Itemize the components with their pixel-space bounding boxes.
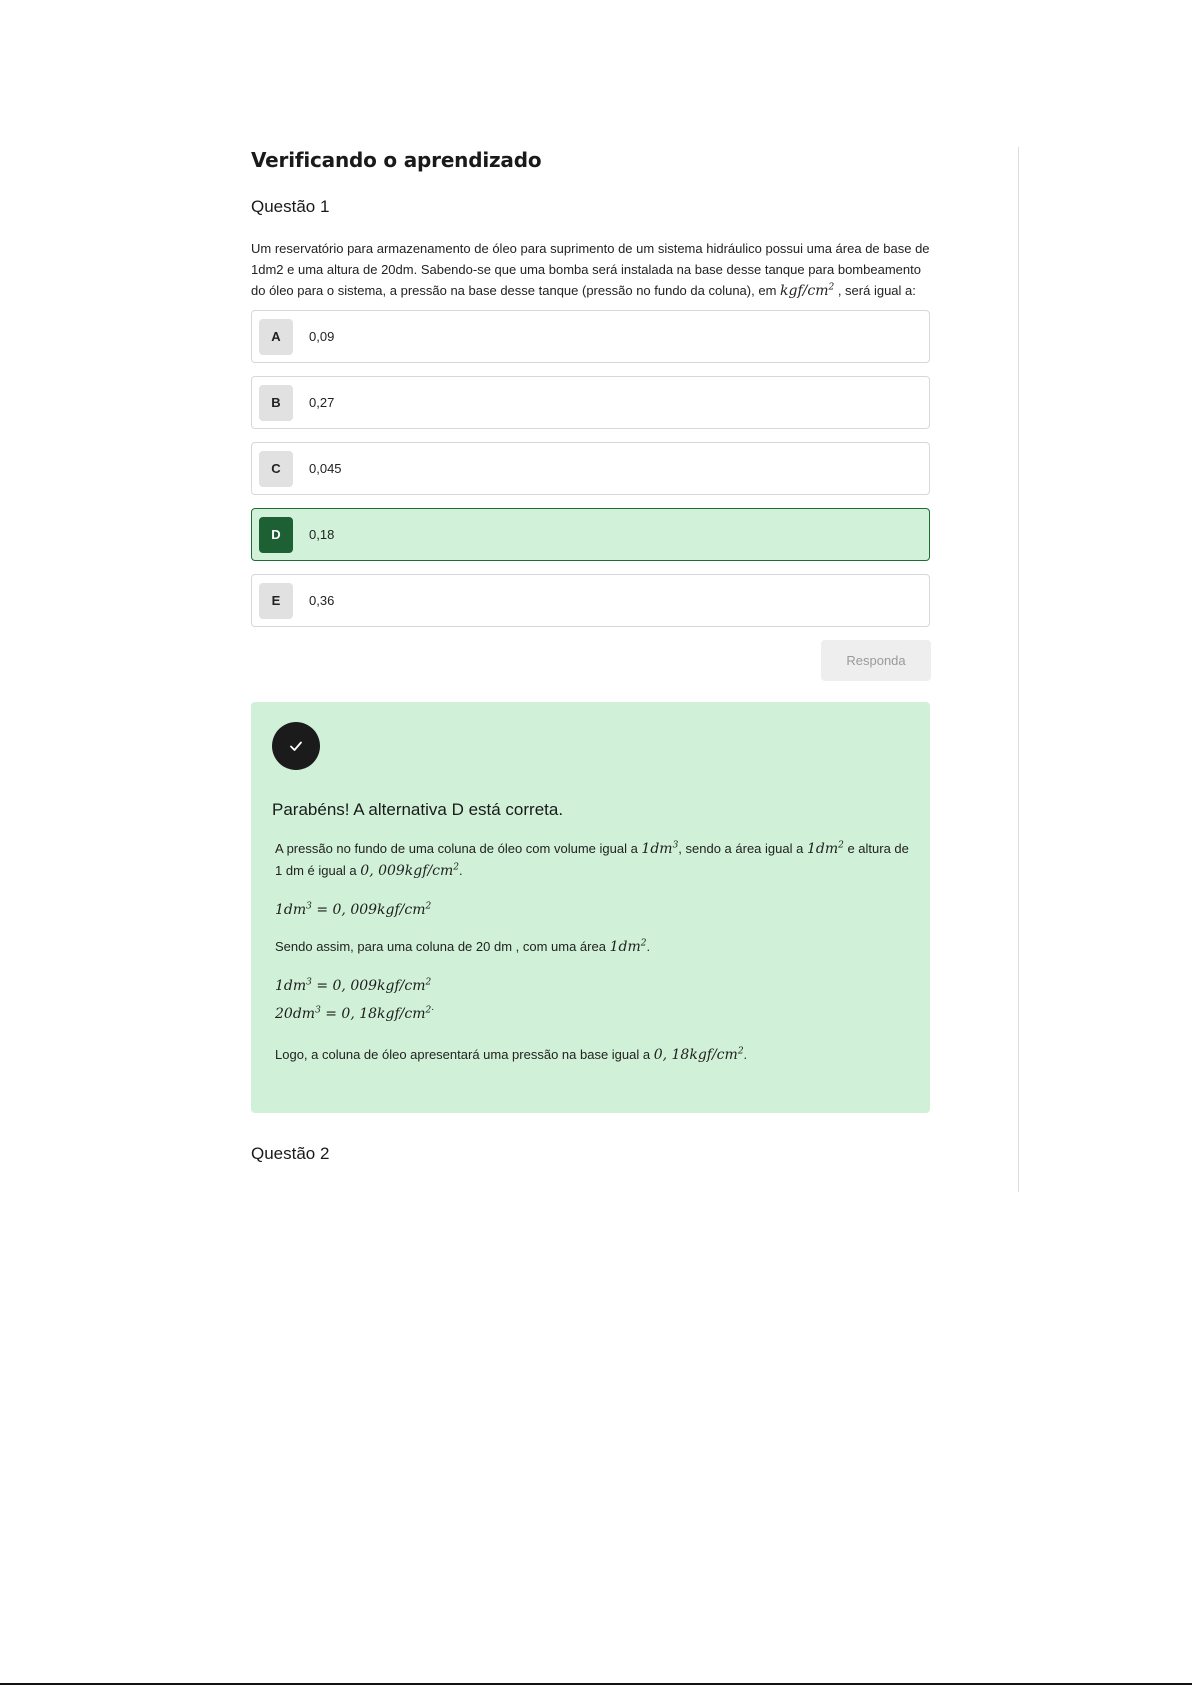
option-letter: D [259, 517, 293, 553]
feedback-equation-block [275, 972, 910, 1028]
option-value: 0,18 [309, 527, 335, 542]
option-letter: C [259, 451, 293, 487]
math-inline: $1dm^3$ [641, 840, 679, 857]
option-letter: E [259, 583, 293, 619]
option-value: 0,27 [309, 395, 335, 410]
option-c[interactable] [251, 442, 930, 495]
right-divider [1018, 147, 1019, 1192]
feedback-equation-1: $1dm^3 = 0$, $009kgf/cm^2$ [275, 901, 432, 918]
option-value: 0,09 [309, 329, 335, 344]
feedback-explanation-2: Sendo assim, para uma coluna de 20 dm , com uma área $1dm^2$. [275, 938, 651, 955]
feedback-equation-2: $1dm^3 = 0$, $009kgf/cm^2$ [275, 977, 432, 994]
feedback-explanation-1: A pressão no fundo de uma coluna de óleo com volume igual a $1dm^3$, sendo a área igual a $1dm^2$ e altura de 1 dm é igual a 0, $009kgf/cm^2$. [275, 840, 909, 879]
option-letter: B [259, 385, 293, 421]
option-letter: A [259, 319, 293, 355]
option-d[interactable] [251, 508, 930, 561]
section-title: Verificando o aprendizado [251, 148, 542, 172]
math-inline: $1dm^2$ [806, 840, 844, 857]
math-inline: $1dm^2$ [609, 938, 647, 955]
feedback-equation-3: $20dm^3 = 0$, $18kgf/cm^{2\cdot}$ [275, 1005, 435, 1022]
unit-math: kgf/$cm^2$ [780, 282, 835, 299]
success-badge [272, 722, 320, 770]
feedback-conclusion: Logo, a coluna de óleo apresentará uma pressão na base igual a 0, $18kgf/cm^2$. [275, 1046, 748, 1063]
option-a[interactable] [251, 310, 930, 363]
question-text-part1: Um reservatório para armazenamento de óleo para suprimento de um sistema hidráulico possui uma área de base de 1dm2 e uma altura de 20dm. Sabendo-se que uma bomba será instalada na base desse tanque para bombeamento do óleo para o sistema, a pressão na base desse tanque (pressão no fundo da coluna), em [251, 241, 930, 298]
math-inline: 0, $009kgf/cm^2$ [360, 862, 460, 879]
respond-button[interactable]: Responda [821, 640, 931, 681]
check-icon [288, 738, 304, 754]
actions-bar [251, 640, 931, 682]
math-inline: 0, $18kgf/cm^2$ [653, 1046, 744, 1063]
options-list [251, 310, 931, 627]
feedback-panel [251, 702, 930, 1113]
question-text [251, 238, 931, 302]
question-title: Questão 1 [251, 197, 330, 216]
question-text-part2: , será igual a: [834, 283, 916, 298]
option-e[interactable] [251, 574, 930, 627]
question-page [251, 145, 931, 1191]
feedback-title: Parabéns! A alternativa D está correta. [272, 800, 564, 819]
option-value: 0,045 [309, 461, 342, 476]
next-question-title: Questão 2 [251, 1144, 330, 1163]
option-b[interactable] [251, 376, 930, 429]
option-value: 0,36 [309, 593, 335, 608]
